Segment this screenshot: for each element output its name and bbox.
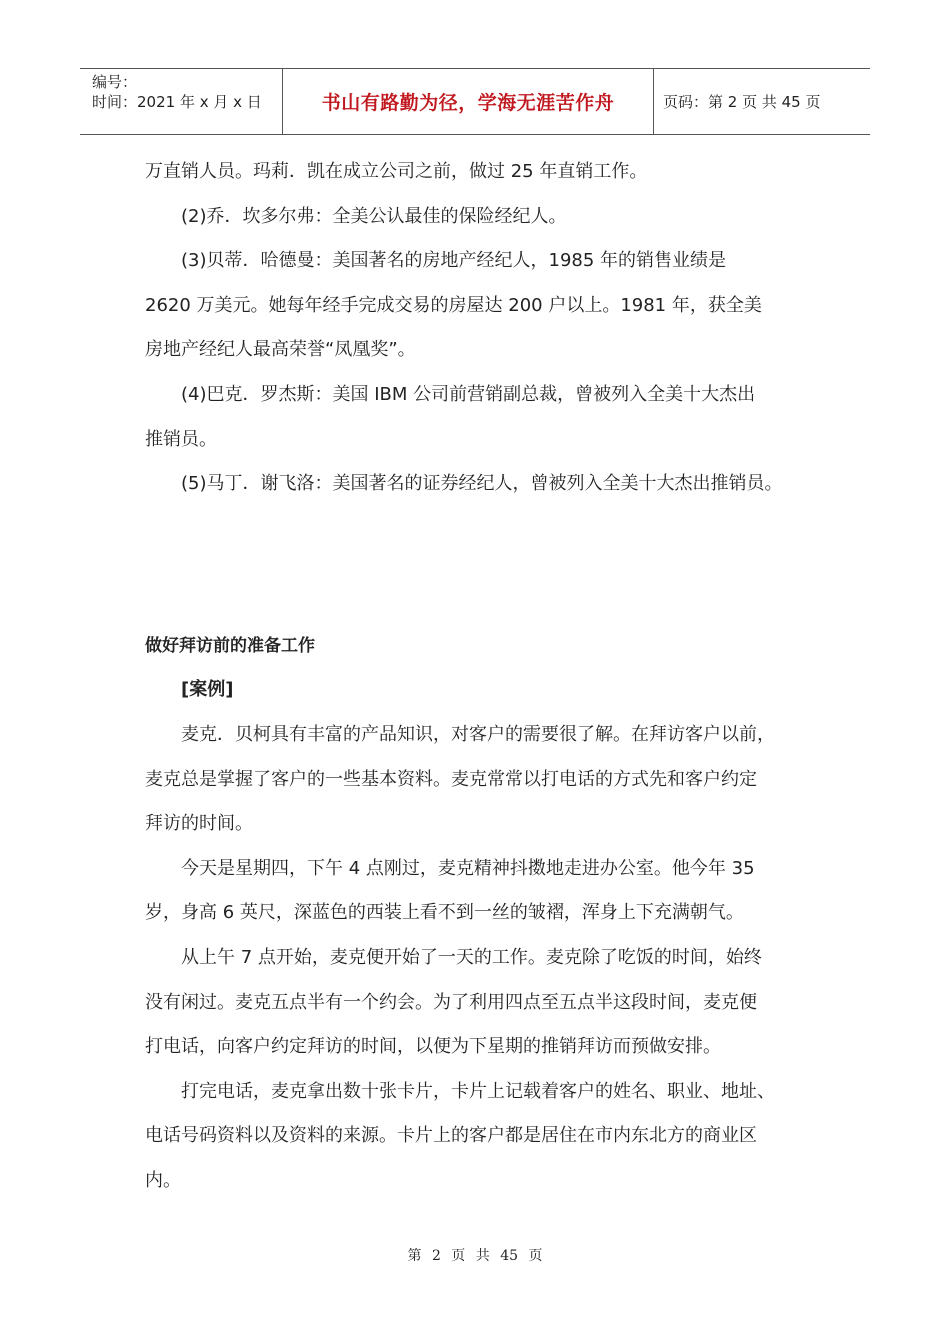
list-item: (4)巴克．罗杰斯：美国 IBM 公司前营销副总裁，曾被列入全美十大杰出 — [181, 383, 756, 405]
section-title: 做好拜访前的准备工作 — [145, 635, 315, 656]
header-page-info: 页码：第 2 页 共 45 页 — [663, 93, 821, 111]
list-item: (3)贝蒂．哈德曼：美国著名的房地产经纪人，1985 年的销售业绩是 — [181, 250, 727, 272]
case-paragraph-line: 打电话，向客户约定拜访的时间，以便为下星期的推销拜访而预做安排。 — [145, 1036, 721, 1058]
header-meta — [80, 69, 282, 134]
case-paragraph-line: 打完电话，麦克拿出数十张卡片，卡片上记载着客户的姓名、职业、地址、 — [181, 1080, 775, 1102]
case-paragraph-line: 电话号码资料以及资料的来源。卡片上的客户都是居住在市内东北方的商业区 — [145, 1125, 757, 1147]
list-item: (5)马丁．谢飞洛：美国著名的证券经纪人，曾被列入全美十大杰出推销员。 — [181, 473, 783, 495]
header-motto: 书山有路勤为径，学海无涯苦作舟 — [282, 69, 654, 134]
page-footer: 第 2 页 共 45 页 — [407, 1248, 543, 1264]
date-label: 时间：2021 年 x 月 x 日 — [92, 93, 262, 111]
body-line: 推销员。 — [145, 428, 217, 450]
code-label: 编号： — [92, 73, 138, 91]
case-paragraph-line: 麦克总是掌握了客户的一些基本资料。麦克常常以打电话的方式先和客户约定 — [145, 768, 757, 790]
body-line: 万直销人员。玛莉．凯在成立公司之前，做过 25 年直销工作。 — [145, 161, 648, 182]
case-paragraph-line: 从上午 7 点开始，麦克便开始了一天的工作。麦克除了吃饭的时间，始终 — [181, 946, 762, 968]
case-paragraph-line: 内。 — [145, 1169, 181, 1191]
page-header — [80, 68, 870, 135]
case-paragraph-line: 岁，身高 6 英尺，深蓝色的西装上看不到一丝的皱褶，浑身上下充满朝气。 — [145, 902, 744, 924]
case-paragraph-line: 麦克．贝柯具有丰富的产品知识，对客户的需要很了解。在拜访客户以前， — [181, 723, 775, 745]
body-line: 2620 万美元。她每年经手完成交易的房屋达 200 户以上。1981 年，获全美 — [145, 294, 762, 316]
section-spacer — [145, 507, 825, 624]
case-paragraph-line: 拜访的时间。 — [145, 813, 253, 835]
document-body — [145, 150, 825, 1203]
case-label: [案例] — [181, 679, 234, 701]
case-paragraph-line: 没有闲过。麦克五点半有一个约会。为了利用四点至五点半这段时间，麦克便 — [145, 991, 757, 1013]
body-line: 房地产经纪人最高荣誉“凤凰奖”。 — [145, 339, 416, 361]
list-item: (2)乔．坎多尔弗：全美公认最佳的保险经纪人。 — [181, 205, 567, 227]
case-paragraph-line: 今天是星期四，下午 4 点刚过，麦克精神抖擞地走进办公室。他今年 35 — [181, 857, 755, 879]
